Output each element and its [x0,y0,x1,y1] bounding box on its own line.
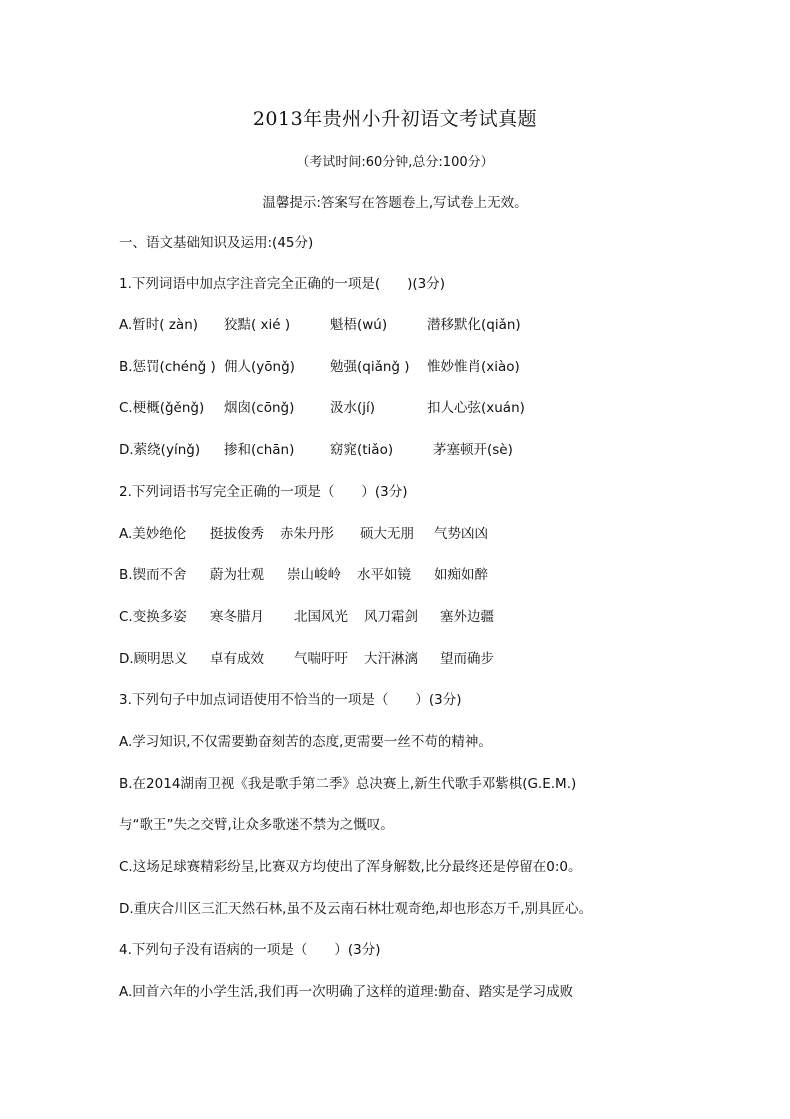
question-3-option-c: C.这场足球赛精彩纷呈,比赛双方均使出了浑身解数,比分最终还是停留在0:0。 [119,859,582,875]
question-3-option-b-continued: 与“歌王”失之交臂,让众多歌迷不禁为之慨叹。 [119,817,394,833]
option-item: 崇山峻岭 [287,567,341,583]
option-item: 掺和(chān) [224,442,295,458]
exam-time-note: （考试时间:60分钟,总分:100分） [296,155,494,170]
question-1-option-b [119,357,679,377]
option-item: 卓有成效 [210,651,264,667]
option-item: 塞外边疆 [440,609,494,625]
option-item: 蔚为壮观 [210,567,264,583]
question-1-option-d [119,440,679,460]
option-item: 硕大无朋 [360,526,414,542]
section-heading: 一、语文基础知识及运用:(45分) [119,235,314,251]
option-item: 水平如镜 [357,567,411,583]
option-item: 风刀霜剑 [364,609,418,625]
option-item: 大汗淋漓 [364,651,418,667]
question-1-option-c [119,398,679,418]
option-item: 挺拔俊秀 [210,526,264,542]
question-2-option-b [119,565,679,585]
option-item: C.梗概(ǧěnǧ) [119,400,205,416]
page-title: 2013年贵州小升初语文考试真题 [252,108,538,130]
option-item: 窈窕(tiǎo) [330,442,394,458]
option-item: 赤朱丹彤 [280,526,334,542]
option-item: A.暂时( zàn) [119,317,199,333]
option-item: A.美妙绝伦 [119,526,187,542]
option-item: 寒冬腊月 [210,609,264,625]
question-2-stem: 2.下列词语书写完全正确的一项是（ ）(3分) [119,484,408,500]
question-2-option-a [119,524,679,544]
option-item: 茅塞顿开(sè) [433,442,513,458]
option-item: 如痴如醉 [434,567,488,583]
option-item: 惟妙惟肖(xiào) [427,359,520,375]
option-item: 烟囱(cōnǧ) [224,400,295,416]
question-3-option-a: A.学习知识,不仅需要勤奋刻苦的态度,更需要一丝不苟的精神。 [119,734,492,750]
option-item: 狡黠( xié ) [224,317,291,333]
question-1-option-a [119,315,679,335]
option-item: 汲水(jí) [330,400,376,416]
option-item: 魁梧(wú) [330,317,388,333]
option-item: 北国风光 [294,609,348,625]
question-4-option-a: A.回首六年的小学生活,我们再一次明确了这样的道理:勤奋、踏实是学习成败 [119,984,574,1000]
question-1-stem: 1.下列词语中加点字注音完全正确的一项是( )(3分) [119,276,446,292]
question-3-stem: 3.下列句子中加点词语使用不恰当的一项是（ ）(3分) [119,692,462,708]
option-item: 潜移默化(qiǎn) [427,317,521,333]
option-item: 佣人(yōnǧ) [224,359,295,375]
option-item: 扣人心弦(xuán) [427,400,525,416]
option-item: D.萦绕(yínǧ) [119,442,201,458]
option-item: C.变换多姿 [119,609,187,625]
option-item: 望而确步 [440,651,494,667]
option-item: B.惩罚(chénǧ ) [119,359,216,375]
question-3-option-b: B.在2014湖南卫视《我是歌手第二季》总决赛上,新生代歌手邓紫棋(G.E.M.) [119,776,577,792]
option-item: B.锲而不舍 [119,567,187,583]
question-4-stem: 4.下列句子没有语病的一项是（ ）(3分) [119,942,381,958]
question-3-option-d: D.重庆合川区三汇天然石林,虽不及云南石林壮观奇绝,却也形态万千,别具匠心。 [119,901,593,917]
option-item: D.顾明思义 [119,651,188,667]
option-item: 气势凶凶 [434,526,488,542]
question-2-option-c [119,607,679,627]
option-item: 勉强(qiǎnǧ ) [330,359,410,375]
warm-tip: 温馨提示:答案写在答题卷上,写试卷上无效。 [262,195,528,211]
option-item: 气喘吁吁 [294,651,348,667]
question-2-option-d [119,649,679,669]
